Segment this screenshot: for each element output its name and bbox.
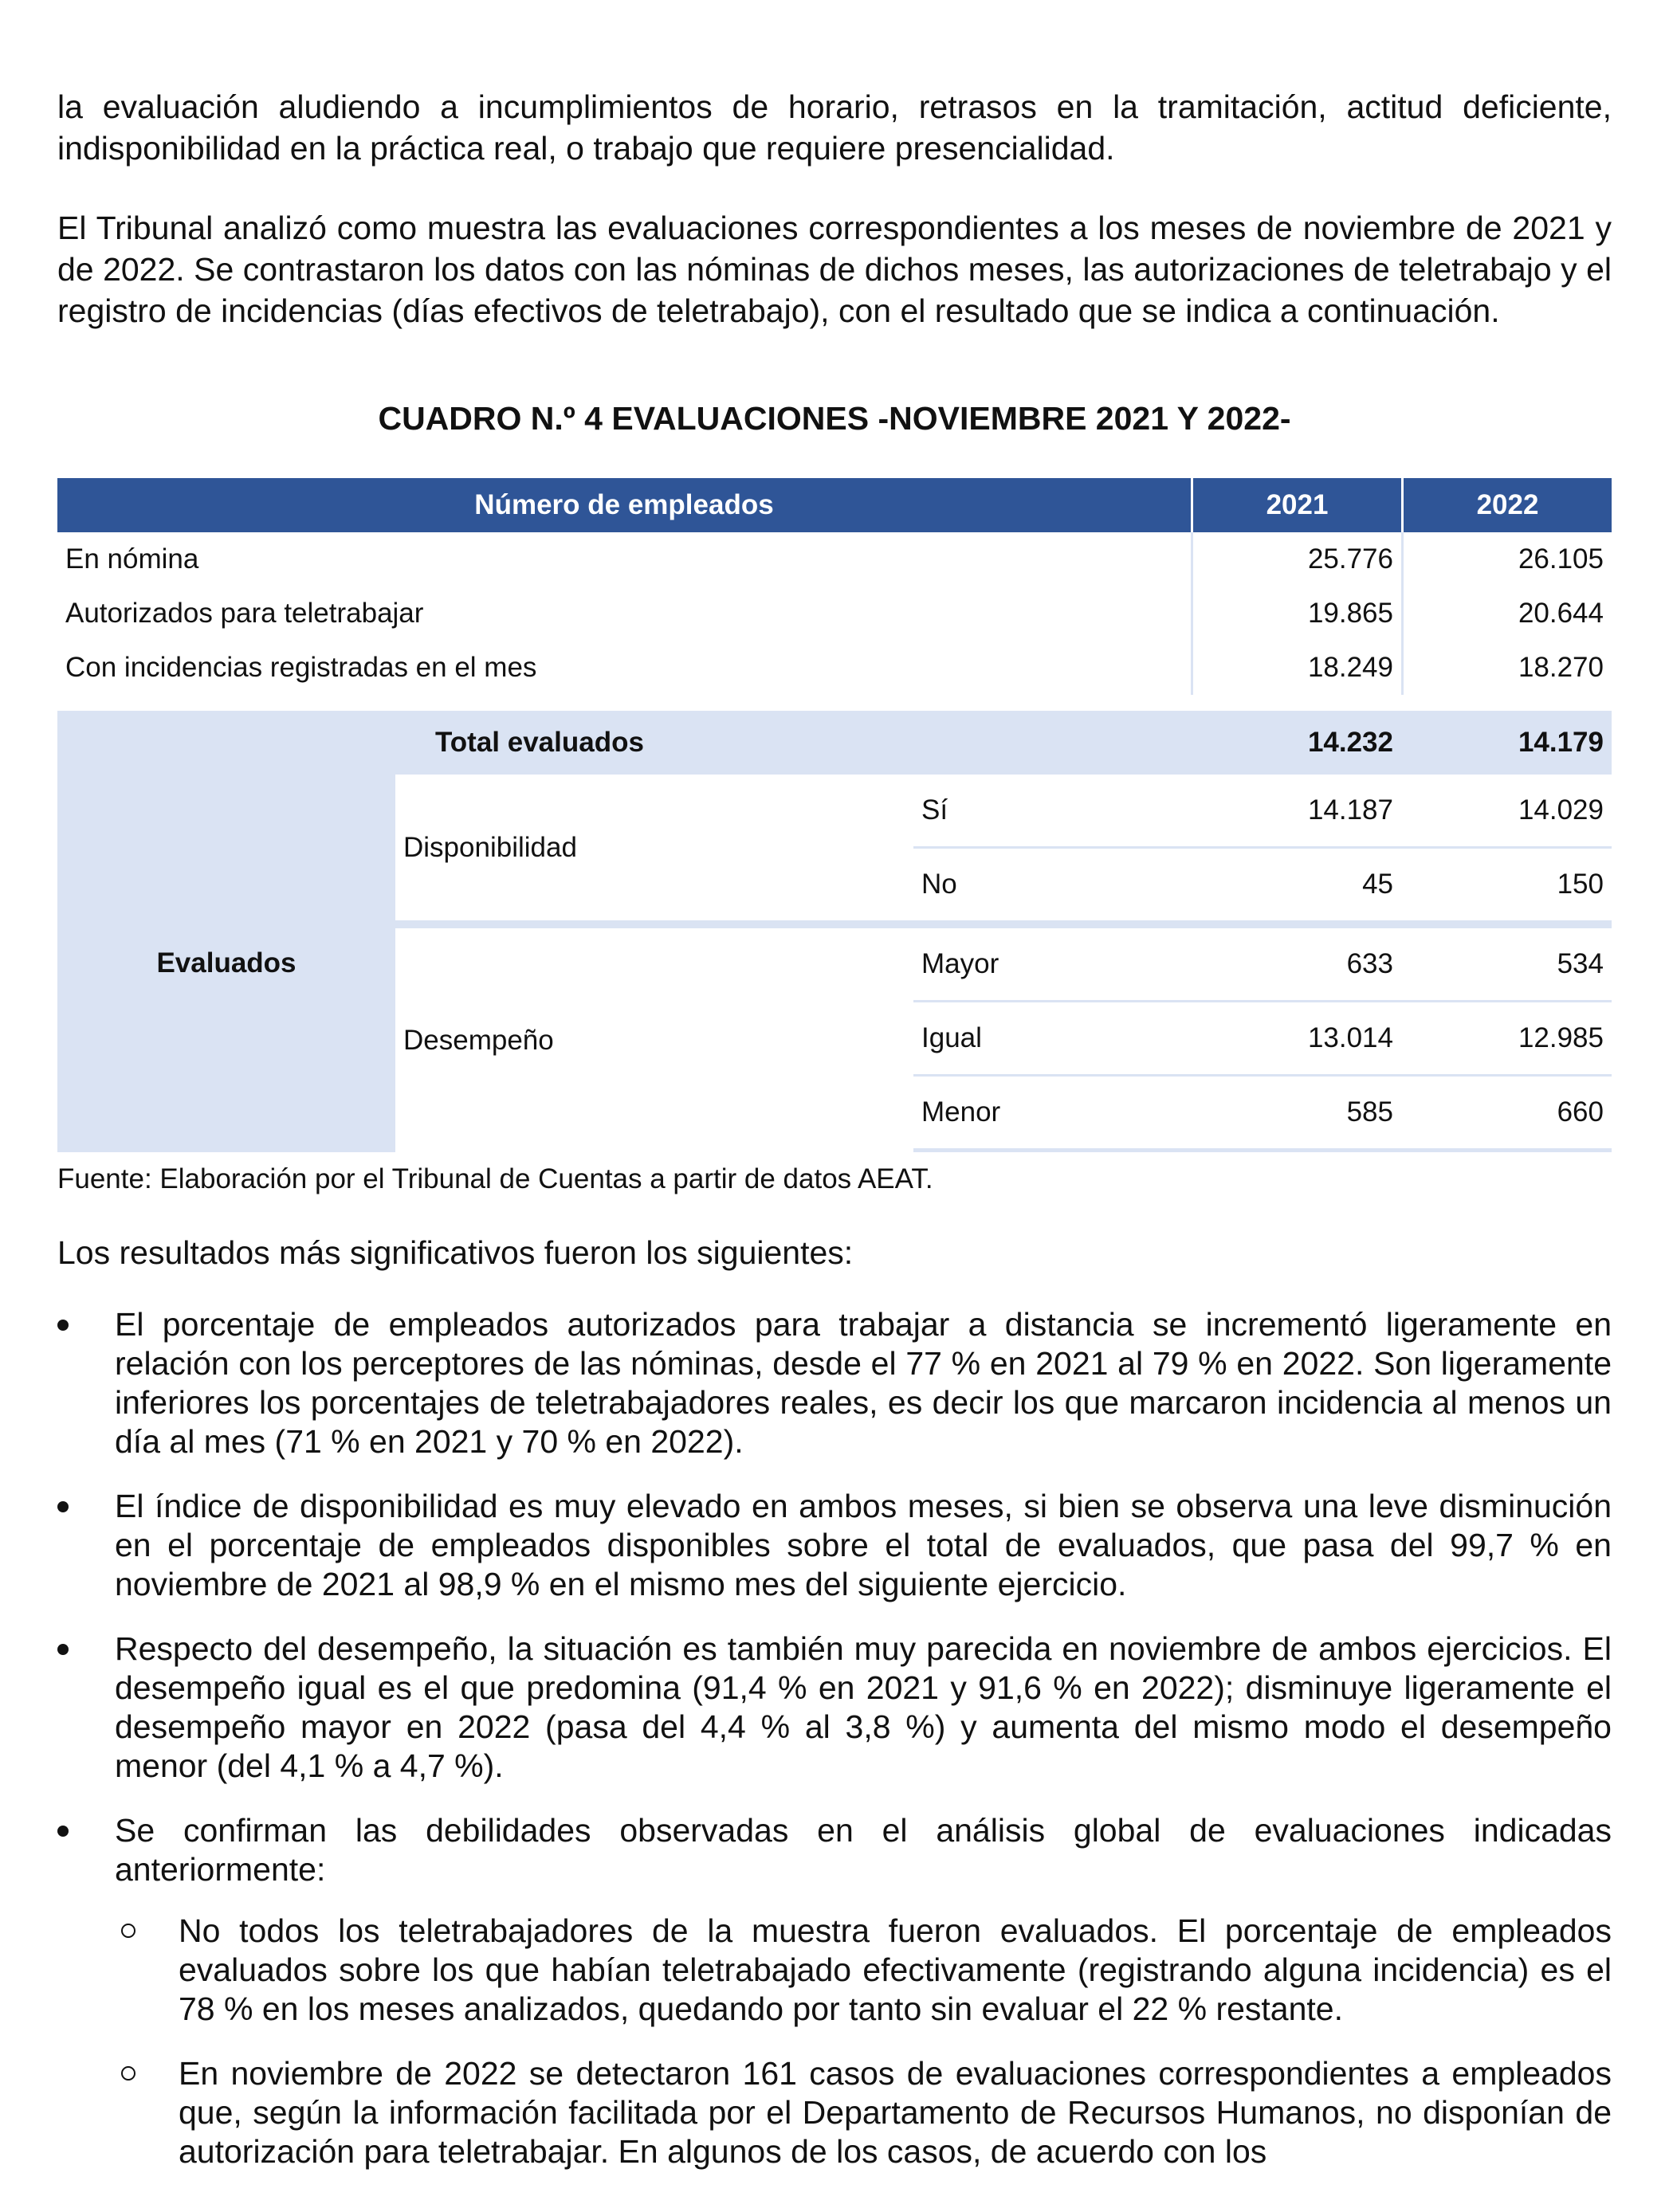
value-2021: 25.776	[1191, 532, 1401, 586]
header-label: Número de empleados	[57, 478, 1191, 532]
circle-bullet-icon	[121, 1924, 135, 1938]
bullet-icon	[57, 1644, 69, 1655]
value-2022: 12.985	[1401, 1000, 1612, 1074]
desempeno-label: Desempeño	[403, 1024, 554, 1056]
table-row	[57, 532, 1612, 586]
list-item	[57, 1487, 1612, 1604]
disponibilidad-label: Disponibilidad	[403, 831, 577, 863]
list-item-text: El porcentaje de empleados autorizados para trabajar a distancia se incrementó ligeramente en relación con los perceptores de las nóminas, desde el 77 % en 2021 al 79 % en 2022. Son ligeramente inferiores los porcentajes de teletrabajadores reales, es decir los que marcaron incidencia al menos un día al mes (71 % en 2021 y 70 % en 2022).	[115, 1306, 1612, 1460]
document-page	[57, 86, 1612, 2197]
sub-list-item	[115, 2054, 1612, 2171]
bullet-icon	[57, 1320, 69, 1331]
sub-list-item-text: En noviembre de 2022 se detectaron 161 casos de evaluaciones correspondientes a empleados que, según la información facilitada por el Departamento de Recursos Humanos, no disponían de autorización para teletrabajar. En algunos de los casos, de acuerdo con los	[179, 2055, 1612, 2170]
value-2022: 150	[1401, 846, 1612, 920]
list-item-text: Se confirman las debilidades observadas en el análisis global de evaluaciones indicadas anteriormente:	[115, 1812, 1612, 1888]
total-2022: 14.179	[1401, 711, 1612, 775]
list-item	[57, 1305, 1612, 1461]
table-header-row	[57, 478, 1612, 532]
results-list	[57, 1305, 1612, 2171]
table-title: CUADRO N.º 4 EVALUACIONES -NOVIEMBRE 2021 Y 2022-	[378, 400, 1291, 437]
list-item-text: El índice de disponibilidad es muy elevado en ambos meses, si bien se observa una leve disminución en el porcentaje de empleados disponibles sobre el total de evaluados, que pasa del 99,7 % en noviembre de 2021 al 98,9 % en el mismo mes del siguiente ejercicio.	[115, 1488, 1612, 1602]
row-label: Autorizados para teletrabajar	[65, 598, 424, 629]
table-spacer	[57, 695, 1612, 711]
row-label: En nómina	[65, 543, 199, 575]
list-item	[57, 1811, 1612, 2171]
sub-label: Mayor	[921, 948, 999, 979]
value-2022: 20.644	[1401, 586, 1612, 641]
intro-paragraph-2: El Tribunal analizó como muestra las evaluaciones correspondientes a los meses de noviembre de 2021 y de 2022. Se contrastaron los datos con las nóminas de dichos meses, las autorizaciones de teletrabajo y el registro de incidencias (días efectivos de teletrabajo), con el resultado que se indica a continuación.	[57, 210, 1612, 329]
sub-label: No	[913, 846, 1191, 920]
value-2022: 18.270	[1401, 641, 1612, 695]
header-year-2022: 2022	[1401, 478, 1612, 532]
evaluaciones-table	[57, 478, 1612, 1152]
sub-list-item	[115, 1912, 1612, 2029]
value-2021: 633	[1346, 948, 1393, 979]
sub-label: Menor	[913, 1074, 1191, 1152]
row-label: Con incidencias registradas en el mes	[65, 652, 537, 683]
table-row	[57, 775, 1612, 846]
value-2022: 534	[1557, 948, 1604, 979]
sub-label: Sí	[921, 794, 948, 826]
value-2021: 18.249	[1191, 641, 1401, 695]
list-item-text: Respecto del desempeño, la situación es también muy parecida en noviembre de ambos ejercicios. El desempeño igual es el que predomina (91,4 % en 2021 y 91,6 % en 2022); disminuye ligeramente el desempeño mayor en 2022 (pasa del 4,4 % al 3,8 %) y aumenta del mismo modo el desempeño menor (del 4,1 % a 4,7 %).	[115, 1630, 1612, 1784]
total-row	[57, 711, 1612, 775]
results-lead: Los resultados más significativos fueron los siguientes:	[57, 1234, 854, 1271]
value-2021: 14.187	[1307, 794, 1393, 826]
table-row	[57, 641, 1612, 695]
value-2021: 45	[1191, 846, 1401, 920]
table-row	[57, 586, 1612, 641]
value-2021: 585	[1191, 1074, 1401, 1152]
table-source: Fuente: Elaboración por el Tribunal de Cuentas a partir de datos AEAT.	[57, 1163, 933, 1194]
list-item	[57, 1630, 1612, 1786]
header-year-2021: 2021	[1191, 478, 1401, 532]
sub-list-item-text: No todos los teletrabajadores de la muestra fueron evaluados. El porcentaje de empleados evaluados sobre los que habían teletrabajado efectivamente (registrando alguna incidencia) es el 78 % en los meses analizados, quedando por tanto sin evaluar el 22 % restante.	[179, 1912, 1612, 2027]
evaluados-label: Evaluados	[57, 775, 395, 1152]
value-2021: 13.014	[1191, 1000, 1401, 1074]
intro-paragraph-1: la evaluación aludiendo a incumplimientos de horario, retrasos en la tramitación, actitud deficiente, indisponibilidad en la práctica real, o trabajo que requiere presencialidad.	[57, 88, 1612, 167]
total-2021: 14.232	[1191, 711, 1401, 775]
bullet-icon	[57, 1501, 69, 1512]
sub-label: Igual	[913, 1000, 1191, 1074]
circle-bullet-icon	[121, 2066, 135, 2081]
value-2021: 19.865	[1191, 586, 1401, 641]
sub-list	[115, 1912, 1612, 2171]
value-2022: 660	[1401, 1074, 1612, 1152]
value-2022: 14.029	[1518, 794, 1604, 826]
total-label: Total evaluados	[395, 711, 1191, 775]
value-2022: 26.105	[1401, 532, 1612, 586]
bullet-icon	[57, 1826, 69, 1837]
